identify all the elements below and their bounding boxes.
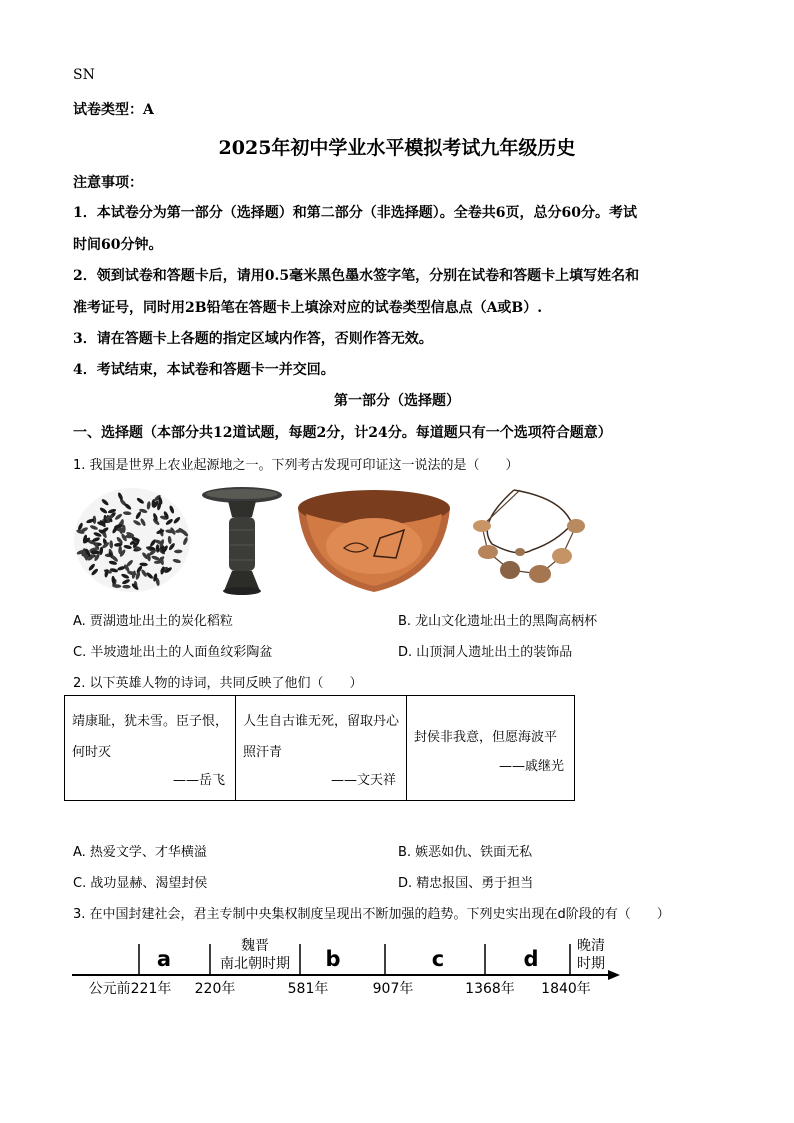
timeline-arrow-icon bbox=[608, 970, 620, 980]
segment-weijin-label: 魏晋 bbox=[241, 938, 269, 954]
q1-stem: 1. 我国是世界上农业起源地之一。下列考古发现可印证这一说法的是（ ） bbox=[73, 458, 519, 473]
segment-nanbeichao-label: 南北朝时期 bbox=[220, 956, 290, 972]
note-2-line-1: 2．领到试卷和答题卡后，请用0.5毫米黑色墨水签字笔，分别在试卷和答题卡上填写姓名和 bbox=[73, 268, 640, 284]
year-label: 220年 bbox=[194, 981, 236, 997]
segment-a-label: a bbox=[156, 947, 172, 971]
poem-cell-qijiguang bbox=[407, 696, 575, 801]
q2-stem: 2. 以下英雄人物的诗词，共同反映了他们（ ） bbox=[73, 676, 363, 691]
painted-pottery-basin-image bbox=[294, 486, 454, 596]
notes-heading: 注意事项： bbox=[73, 175, 143, 191]
q1-option-b[interactable]: B. 龙山文化遗址出土的黑陶高柄杯 bbox=[398, 614, 598, 629]
poem-text: 人生自古谁无死，留取丹心照汗青 bbox=[243, 714, 400, 760]
segment-d-label: d bbox=[523, 947, 539, 971]
note-1-line-2: 时间60分钟。 bbox=[73, 237, 163, 253]
year-label: 公元前221年 bbox=[88, 981, 172, 997]
segment-b-label: b bbox=[325, 947, 341, 971]
q2-option-b[interactable]: B. 嫉恶如仇、铁面无私 bbox=[398, 845, 533, 860]
q2-option-c[interactable]: C. 战功显赫、渴望封侯 bbox=[73, 876, 208, 891]
q1-option-d[interactable]: D. 山顶洞人遗址出土的装饰品 bbox=[398, 645, 573, 660]
poem-cell-yuefei bbox=[65, 696, 236, 801]
poems-table bbox=[64, 695, 575, 801]
note-4: 4．考试结束，本试卷和答题卡一并交回。 bbox=[73, 362, 335, 378]
carbonized-rice-image bbox=[70, 483, 195, 598]
poem-text: 靖康耻，犹未雪。臣子恨，何时灭 bbox=[72, 714, 229, 760]
poem-cell-wentianxiang bbox=[236, 696, 407, 801]
poem-author: ——岳飞 bbox=[172, 773, 225, 788]
black-pottery-cup-image bbox=[200, 485, 285, 597]
segment-late-qing-label: 晚清 bbox=[577, 938, 605, 954]
segment-c-label: c bbox=[431, 947, 445, 971]
year-label: 907年 bbox=[372, 981, 414, 997]
poem-author: ——文天祥 bbox=[330, 773, 396, 788]
q1-option-c[interactable]: C. 半坡遗址出土的人面鱼纹彩陶盆 bbox=[73, 645, 273, 660]
segment-period-label: 时期 bbox=[577, 956, 605, 972]
year-label: 1368年 bbox=[465, 981, 515, 997]
poem-text: 封侯非我意，但愿海波平 bbox=[414, 730, 558, 745]
q3-stem: 3. 在中国封建社会，君主专制中央集权制度呈现出不断加强的趋势。下列史实出现在d阶段的有（ ） bbox=[73, 907, 670, 922]
year-label: 1840年 bbox=[541, 981, 591, 997]
timeline bbox=[60, 930, 640, 1000]
paper-code: SN bbox=[73, 67, 95, 83]
poem-author: ——戚继光 bbox=[498, 759, 564, 774]
ornament-necklace-image bbox=[462, 484, 590, 596]
note-1-line-1: 1．本试卷分为第一部分（选择题）和第二部分（非选择题）。全卷共6页，总分60分。考试 bbox=[73, 205, 637, 221]
section-heading: 一、选择题（本部分共12道试题，每题2分，计24分。每道题只有一个选项符合题意） bbox=[73, 425, 612, 441]
page-title: 2025年初中学业水平模拟考试九年级历史 bbox=[218, 137, 576, 159]
part1-heading: 第一部分（选择题） bbox=[334, 393, 460, 409]
q1-option-a[interactable]: A. 贾湖遗址出土的炭化稻粒 bbox=[73, 614, 233, 629]
note-3: 3．请在答题卡上各题的指定区域内作答，否则作答无效。 bbox=[73, 331, 433, 347]
year-label: 581年 bbox=[287, 981, 329, 997]
paper-type: 试卷类型：A bbox=[73, 102, 154, 118]
note-2-line-2: 准考证号，同时用2B铅笔在答题卡上填涂对应的试卷类型信息点（A或B）. bbox=[73, 300, 543, 316]
q2-option-d[interactable]: D. 精忠报国、勇于担当 bbox=[398, 876, 534, 891]
q2-option-a[interactable]: A. 热爱文学、才华横溢 bbox=[73, 845, 207, 860]
